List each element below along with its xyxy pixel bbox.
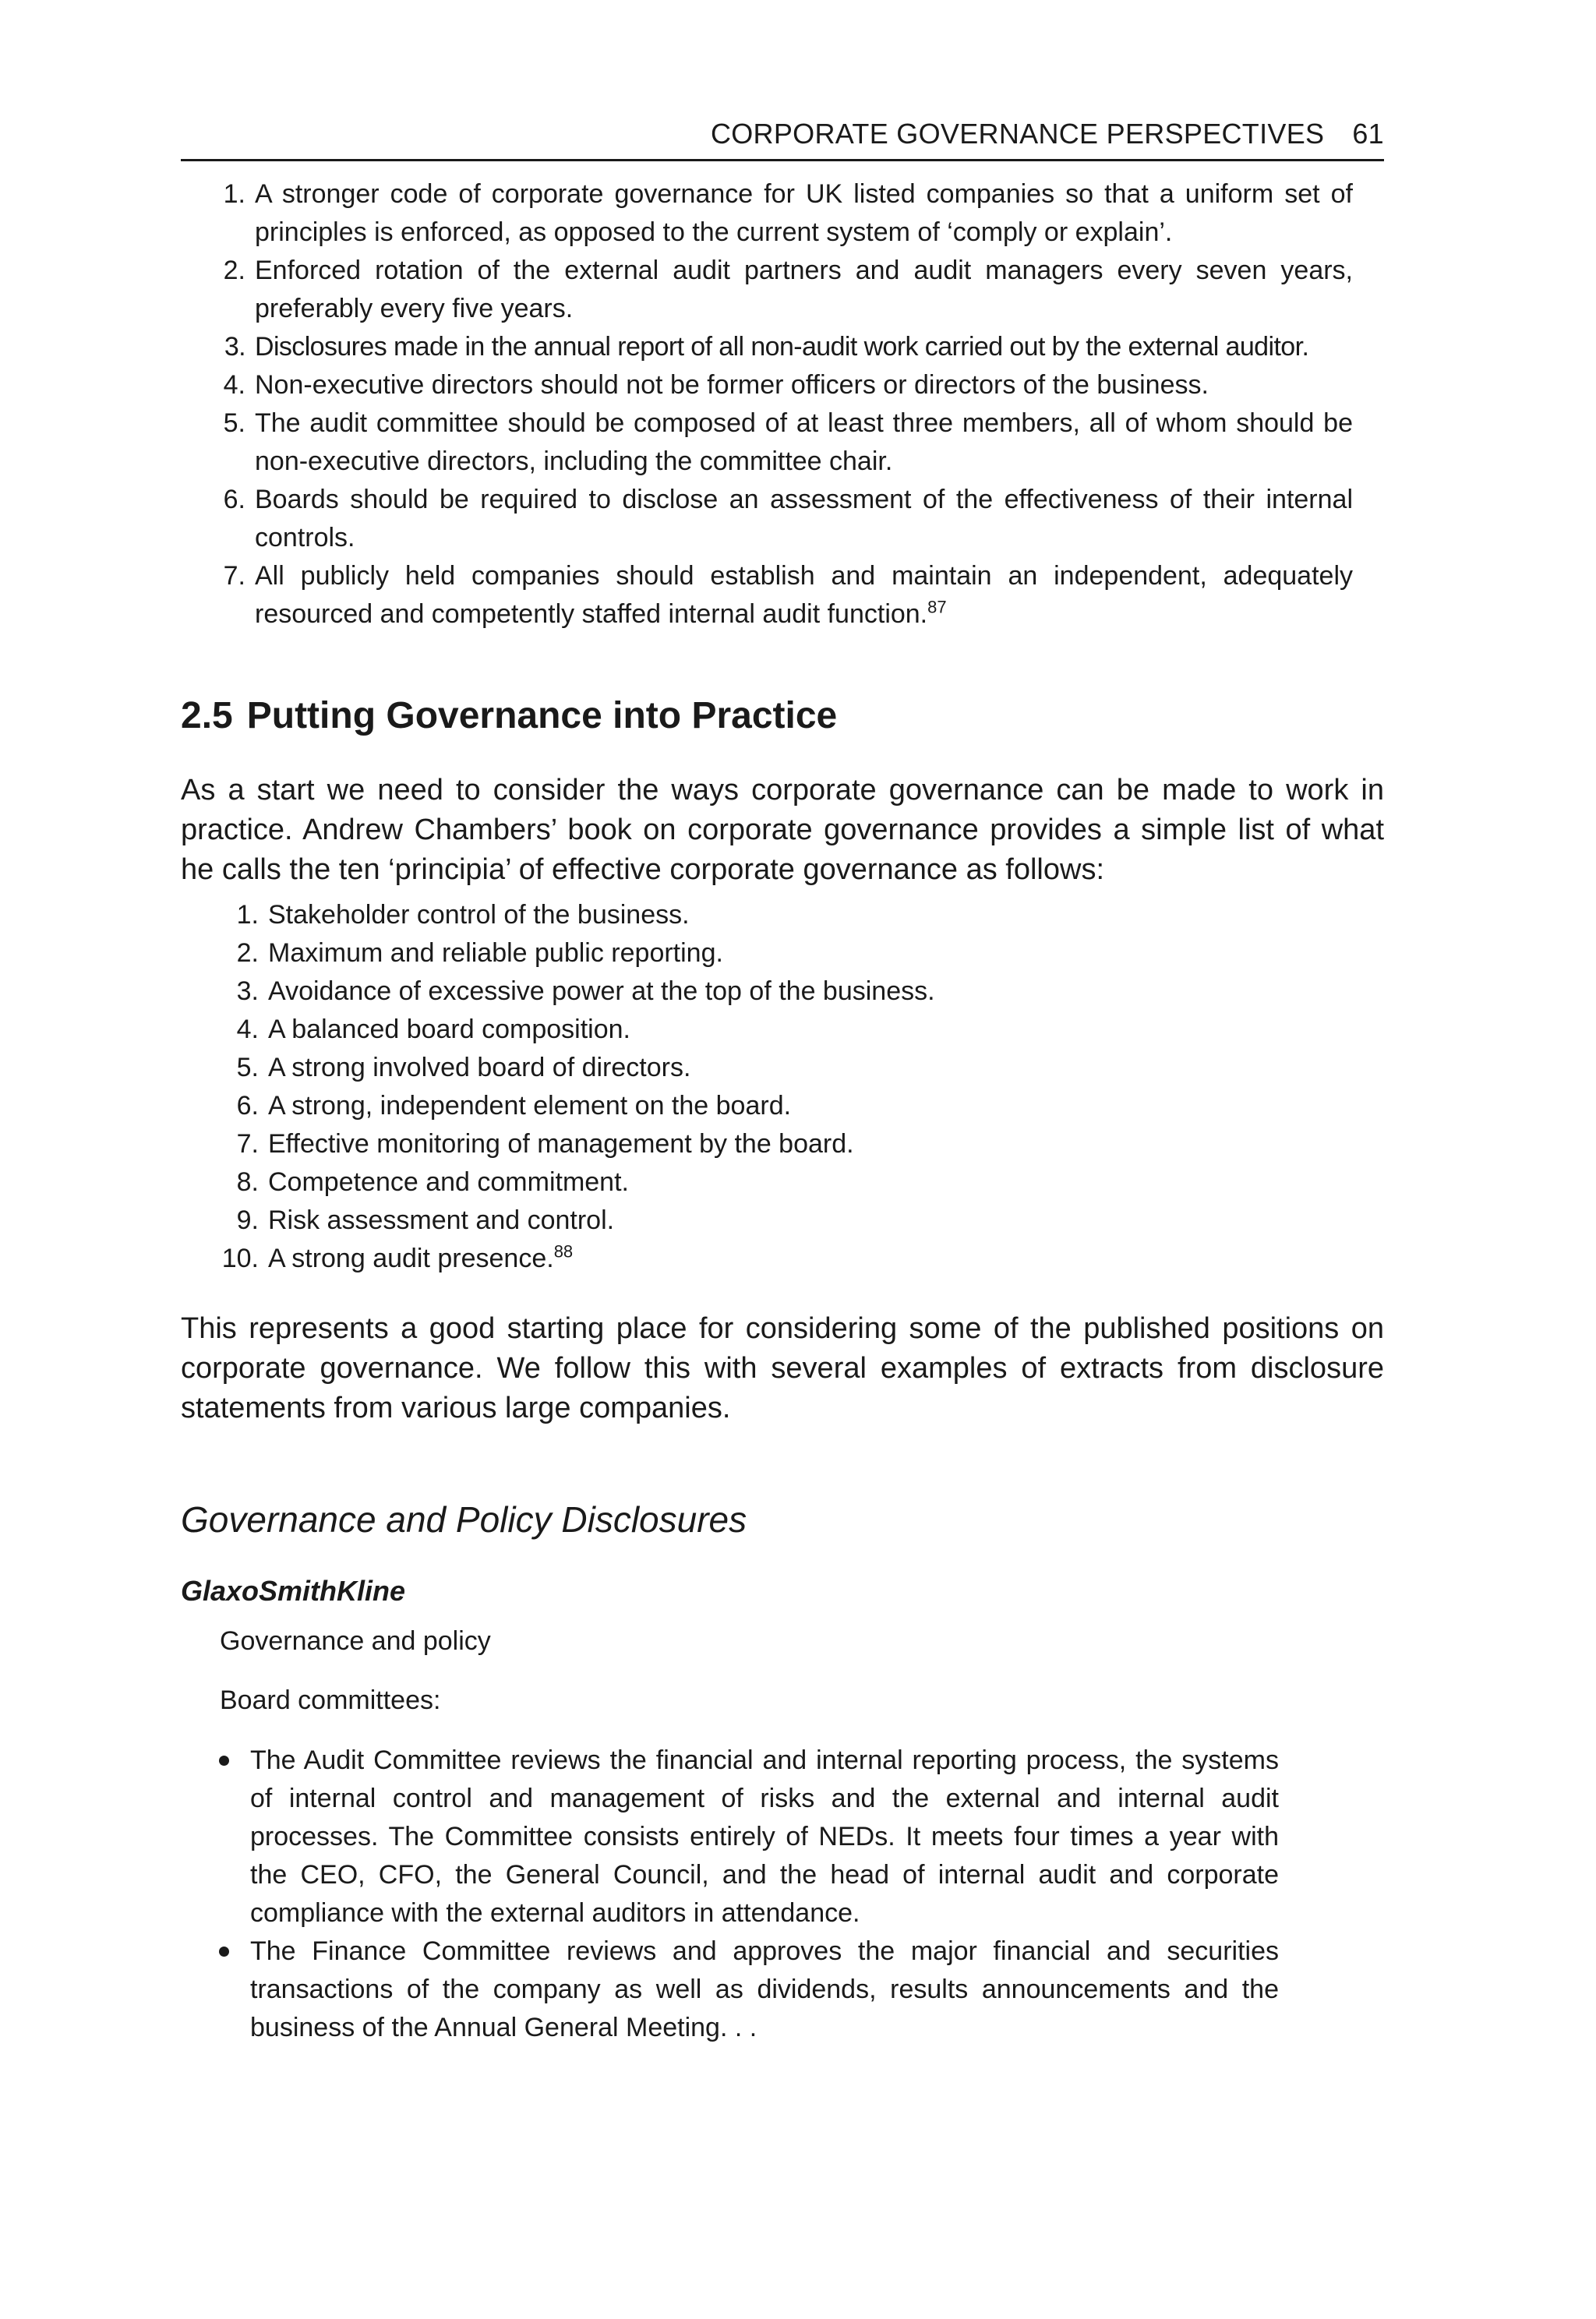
item-text: Boards should be required to disclose an assessment of the effectiveness of their internal controls.: [255, 485, 1353, 552]
item-text: A balanced board composition.: [268, 1015, 630, 1044]
list-item: [236, 896, 1384, 934]
item-number: 5.: [223, 408, 245, 438]
list-item: [236, 934, 1384, 972]
item-number: 4.: [236, 1015, 259, 1044]
committee-bullets: [181, 1742, 1279, 2047]
bullet-text: The Audit Committee reviews the financial and internal reporting process, the systems of internal control and management of risks and the external and internal audit processes. The Committee consists entirely of NEDs. It meets four times a year with the CEO, CFO, the General Council, and the head of internal audit and corporate compliance with the external auditors in attendance.: [250, 1745, 1279, 1928]
principia-list: [181, 896, 1384, 1278]
list-item: [223, 366, 1353, 404]
item-text: Disclosures made in the annual report of all non-audit work carried out by the external auditor.: [255, 332, 1309, 362]
bullet-icon: [219, 1756, 229, 1766]
item-text: A strong, independent element on the board.: [268, 1091, 792, 1121]
section-title: Putting Governance into Practice: [246, 695, 838, 736]
list-item: [236, 1202, 1384, 1240]
list-item: [236, 1125, 1384, 1163]
section-number: 2.5: [181, 695, 233, 736]
running-title: CORPORATE GOVERNANCE PERSPECTIVES: [710, 118, 1325, 150]
item-number: 9.: [236, 1205, 259, 1235]
bullet-icon: [219, 1947, 229, 1957]
item-number: 10.: [221, 1244, 259, 1273]
footnote-ref: 88: [553, 1241, 574, 1262]
page-number: 61: [1352, 118, 1384, 150]
item-text: All publicly held companies should establish and maintain an independent, adequately resourced and competently staffed internal audit function.: [255, 561, 1353, 629]
item-text: A strong audit presence.: [268, 1244, 554, 1273]
list-item: [223, 404, 1353, 481]
item-number: 6.: [236, 1091, 259, 1121]
item-text: Risk assessment and control.: [268, 1205, 615, 1235]
list-item: [223, 175, 1353, 252]
item-text: Non-executive directors should not be former officers or directors of the business.: [255, 370, 1209, 400]
list-item: [223, 481, 1353, 557]
item-number: 2.: [223, 256, 245, 285]
item-number: 5.: [236, 1053, 259, 1082]
bullet-item: [250, 1932, 1279, 2047]
company-heading: GlaxoSmithKline: [181, 1575, 406, 1607]
running-header: [181, 117, 1384, 161]
item-text: A strong involved board of directors.: [268, 1053, 691, 1082]
list-item: [236, 1163, 1384, 1202]
item-text: Maximum and reliable public reporting.: [268, 938, 723, 968]
bullet-item: [250, 1742, 1279, 1932]
item-number: 7.: [223, 561, 245, 591]
item-text: Avoidance of excessive power at the top of the business.: [268, 976, 935, 1006]
item-text: Enforced rotation of the external audit partners and audit managers every seven years, preferably every five years.: [255, 256, 1353, 323]
list-item: [224, 328, 1353, 366]
list-item: [236, 1049, 1384, 1087]
list-item: [236, 972, 1384, 1011]
book-page: [181, 117, 1384, 2047]
footnote-ref: 87: [927, 597, 947, 617]
item-number: 7.: [236, 1129, 259, 1159]
item-text: The audit committee should be composed of at least three members, all of whom should be non-executive directors, including the committee chair.: [255, 408, 1353, 476]
extract-line: Board committees:: [220, 1685, 441, 1715]
recommendations-list: [181, 175, 1353, 634]
item-number: 8.: [236, 1167, 259, 1197]
list-item: [223, 252, 1353, 328]
item-number: 6.: [223, 485, 245, 514]
bullet-text: The Finance Committee reviews and approves the major financial and securities transactions of the company as well as dividends, results announcements and the business of the Annual General Meeting. . .: [250, 1936, 1279, 2042]
list-item: [236, 1011, 1384, 1049]
follow-paragraph: This represents a good starting place for considering some of the published positions on corporate governance. We follow this with several examples of extracts from disclosure statements from various large companies.: [181, 1312, 1384, 1424]
intro-paragraph: As a start we need to consider the ways corporate governance can be made to work in practice. Andrew Chambers’ book on corporate governance provides a simple list of what he calls the ten ‘principia’ of effective corporate governance as follows:: [181, 774, 1384, 886]
list-item: [221, 1240, 1384, 1278]
list-item: [236, 1087, 1384, 1125]
item-number: 3.: [236, 976, 259, 1006]
item-number: 4.: [223, 370, 245, 400]
item-text: Stakeholder control of the business.: [268, 900, 690, 930]
item-number: 1.: [236, 900, 259, 930]
item-number: 1.: [223, 179, 245, 209]
item-text: A stronger code of corporate governance for UK listed companies so that a uniform set of principles is enforced, as opposed to the current system of ‘comply or explain’.: [255, 179, 1353, 247]
item-number: 2.: [236, 938, 259, 968]
section-heading: [181, 693, 1384, 739]
item-number: 3.: [224, 332, 245, 362]
subsection-heading: Governance and Policy Disclosures: [181, 1499, 747, 1540]
extract-line: Governance and policy: [220, 1626, 491, 1656]
list-item: [223, 557, 1353, 634]
item-text: Competence and commitment.: [268, 1167, 629, 1197]
item-text: Effective monitoring of management by the board.: [268, 1129, 854, 1159]
